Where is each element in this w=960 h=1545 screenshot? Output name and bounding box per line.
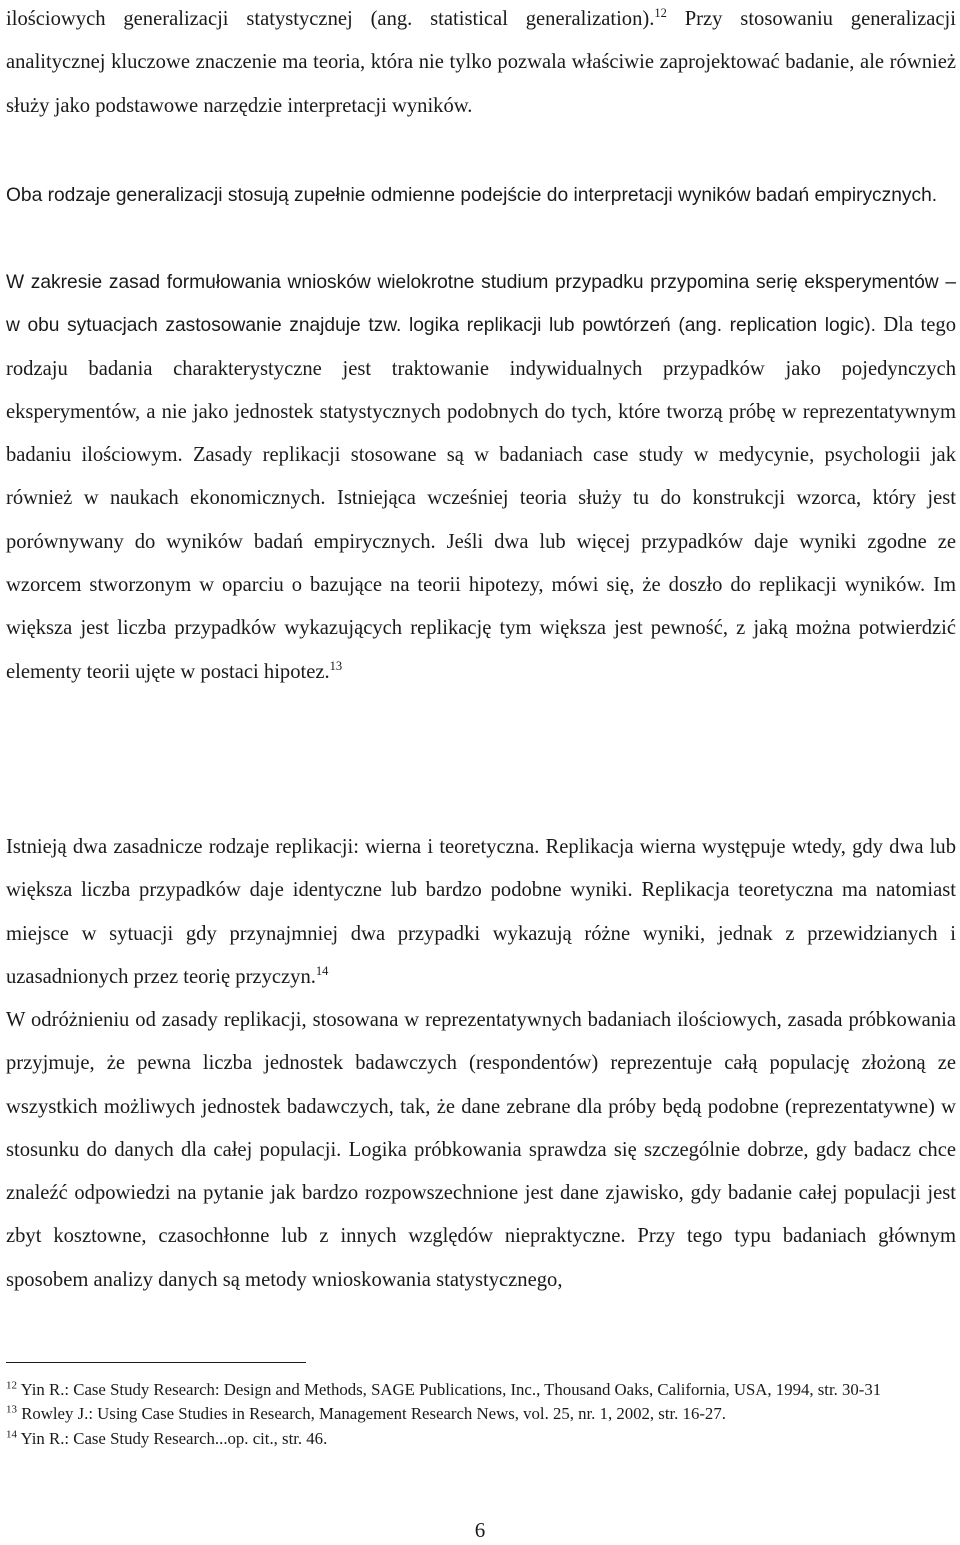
paragraph-1-text-b: Przy stosowaniu generalizacji analitycznej kluczowe znaczenie ma teoria, która nie tylko pozwala właściwie zaprojektować badanie, ale również służy jako podstawowe narzędzie interpretacji wyników. xyxy=(6,8,956,117)
footnote-text-12: Yin R.: Case Study Research: Design and Methods, SAGE Publications, Inc., Thousand Oaks, California, USA, 1994, str. 30-31 xyxy=(17,1380,882,1399)
footnote-text-14: Yin R.: Case Study Research...op. cit., str. 46. xyxy=(17,1428,328,1448)
paragraph-1-text-a: ilościowych generalizacji statystycznej (ang. statistical generalization). xyxy=(6,8,655,30)
paragraph-2-text: Oba rodzaje generalizacji stosują zupełnie odmienne podejście do interpretacji wyników badań empirycznych. xyxy=(6,185,938,206)
paragraph-4 xyxy=(6,826,956,999)
footnote-13 xyxy=(6,1402,936,1426)
footnote-14 xyxy=(6,1427,936,1451)
page-number: 6 xyxy=(474,1518,486,1542)
footnote-12 xyxy=(6,1378,936,1402)
paragraph-2 xyxy=(6,174,956,217)
footnote-separator xyxy=(6,1362,306,1363)
footnote-number-13: 13 xyxy=(6,1403,17,1416)
footnote-ref-14[interactable]: 14 xyxy=(315,964,329,979)
paragraph-5-text: W odróżnieniu od zasady replikacji, stosowana w reprezentatywnych badaniach ilościowych, zasada próbkowania przyjmuje, że pewna liczba jednostek badawczych (respondentów) reprezentuje całą populację złożoną ze wszystkich możliwych jednostek badawczych, tak, że dane zebrane dla próby będą podobne (reprezentatywne) w stosunku do danych dla całej populacji. Logika próbkowania sprawdza się szczególnie dobrze, gdy badacz chce znaleźć odpowiedzi na pytanie jak bardzo rozpowszechnione jest dane zjawisko, gdy badanie całej populacji jest zbyt kosztowne, czasochłonne lub z innych względów niepraktyczne. Przy tego typu badaniach głównym sposobem analizy danych są metody wnioskowania statystycznego, xyxy=(6,1009,956,1291)
footnote-number-12: 12 xyxy=(6,1379,17,1392)
footnote-text-13: Rowley J.: Using Case Studies in Research, Management Research News, vol. 25, nr. 1, 2002, str. 16-27. xyxy=(17,1404,726,1424)
footnote-ref-13[interactable]: 13 xyxy=(329,658,343,673)
footnote-ref-12[interactable]: 12 xyxy=(654,6,667,21)
paragraph-3-text-a: W zakresie zasad formułowania wniosków wielokrotne studium przypadku przypomina serię eksperymentów – w obu sytuacjach zastosowanie znajduje tzw. logika replikacji lub powtórzeń (ang. replication logic). xyxy=(6,272,956,337)
footnotes xyxy=(6,1378,936,1451)
paragraph-3-text-b: Dla tego rodzaju badania charakterystyczne jest traktowanie indywidualnych przypadków jako pojedynczych eksperymentów, a nie jako jednostek statystycznych podobnych do tych, które tworzą próbę w reprezentatywnym badaniu ilościowym. Zasady replikacji stosowane są w badaniach case study w medycynie, psychologii jak również w naukach ekonomicznych. Istniejąca wcześniej teoria służy tu do konstrukcji wzorca, który jest porównywany do wyników badań empirycznych. Jeśli dwa lub więcej przypadków daje wyniki zgodne ze wzorcem stworzonym w oparciu o bazujące na teorii hipotezy, mówi się, że doszło do replikacji wyników. Im większa jest liczba przypadków wykazujących replikację tym większa jest pewność, z jaką można potwierdzić elementy teorii ujęte w postaci hipotez. xyxy=(6,314,956,683)
paragraph-4-text: Istnieją dwa zasadnicze rodzaje replikacji: wierna i teoretyczna. Replikacja wierna występuje wtedy, gdy dwa lub większa liczba przypadków daje identyczne lub bardzo podobne wyniki. Replikacja teoretyczna ma natomiast miejsce w sytuacji gdy przynajmniej dwa przypadki wykazują różne wyniki, jednak z przewidzianych i uzasadnionych przez teorię przyczyn. xyxy=(6,836,956,988)
paragraph-5 xyxy=(6,999,956,1302)
footnote-number-14: 14 xyxy=(6,1428,17,1440)
paragraph-3 xyxy=(6,261,956,694)
paragraph-1 xyxy=(6,0,956,128)
